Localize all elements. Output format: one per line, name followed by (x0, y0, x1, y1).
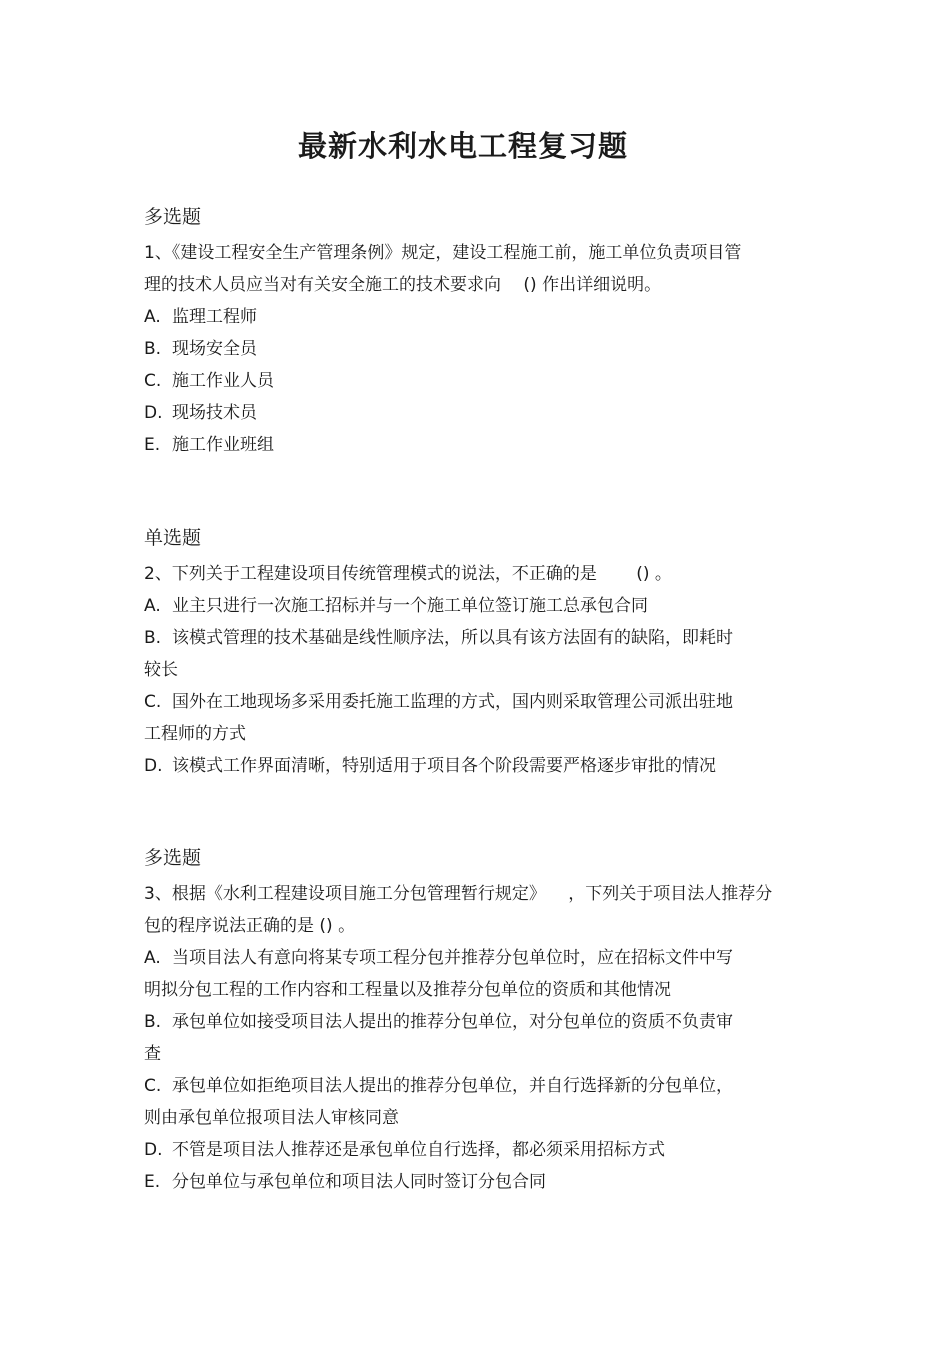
option-text: 监理工程师 (172, 307, 257, 327)
question-text-line: 理的技术人员应当对有关安全施工的技术要求向 () 作出详细说明。 (144, 275, 662, 295)
option-e (144, 430, 274, 455)
option-a (144, 591, 648, 616)
option-text: 施工作业人员 (172, 371, 274, 391)
option-letter: D. (144, 403, 163, 423)
option-d (144, 751, 716, 776)
question-text-line: 1、《建设工程安全生产管理条例》规定，建设工程施工前，施工单位负责项目管 (144, 243, 742, 263)
option-text: 现场技术员 (172, 403, 257, 423)
option-letter: C. (144, 1076, 162, 1096)
option-letter: A. (144, 307, 161, 327)
option-a (144, 302, 257, 327)
option-c (144, 366, 274, 391)
option-c-continued: 工程师的方式 (144, 724, 246, 744)
option-text: 承包单位如拒绝项目法人提出的推荐分包单位，并自行选择新的分包单位， (172, 1076, 733, 1096)
question-type-heading: 单选题 (144, 527, 202, 549)
option-b (144, 1007, 733, 1032)
option-letter: B. (144, 628, 162, 648)
option-a (144, 943, 733, 968)
option-b-continued: 较长 (144, 660, 178, 680)
page-title: 最新水利水电工程复习题 (297, 129, 628, 163)
option-text: 分包单位与承包单位和项目法人同时签订分包合同 (172, 1172, 546, 1192)
option-b (144, 623, 733, 648)
option-letter: E. (144, 1172, 161, 1192)
question-type-heading: 多选题 (144, 847, 202, 869)
option-d (144, 1135, 665, 1160)
option-letter: C. (144, 371, 162, 391)
question-type-heading: 多选题 (144, 206, 202, 228)
question-text-line: 包的程序说法正确的是 () 。 (144, 916, 356, 936)
option-text: 国外在工地现场多采用委托施工监理的方式，国内则采取管理公司派出驻地 (172, 692, 733, 712)
option-text: 承包单位如接受项目法人提出的推荐分包单位，对分包单位的资质不负责审 (172, 1012, 733, 1032)
option-b-continued: 查 (144, 1044, 161, 1064)
option-text: 当项目法人有意向将某专项工程分包并推荐分包单位时，应在招标文件中写 (172, 948, 733, 968)
option-letter: E. (144, 435, 161, 455)
option-letter: D. (144, 756, 163, 776)
option-letter: D. (144, 1140, 163, 1160)
option-c (144, 687, 733, 712)
question-text-line: 3、根据《水利工程建设项目施工分包管理暂行规定》 ，下列关于项目法人推荐分 (144, 884, 773, 904)
option-c (144, 1071, 733, 1096)
option-text: 施工作业班组 (172, 435, 274, 455)
option-letter: B. (144, 339, 162, 359)
option-b (144, 334, 257, 359)
option-c-continued: 则由承包单位报项目法人审核同意 (144, 1108, 399, 1128)
option-letter: A. (144, 948, 161, 968)
option-text: 不管是项目法人推荐还是承包单位自行选择，都必须采用招标方式 (172, 1140, 665, 1160)
option-a-continued: 明拟分包工程的工作内容和工程量以及推荐分包单位的资质和其他情况 (144, 980, 671, 1000)
option-letter: A. (144, 596, 161, 616)
option-e (144, 1167, 546, 1192)
option-text: 业主只进行一次施工招标并与一个施工单位签订施工总承包合同 (172, 596, 648, 616)
question-text-line: 2、下列关于工程建设项目传统管理模式的说法，不正确的是 () 。 (144, 564, 672, 584)
option-letter: B. (144, 1012, 162, 1032)
option-text: 现场安全员 (172, 339, 257, 359)
option-d (144, 398, 257, 423)
option-text: 该模式管理的技术基础是线性顺序法，所以具有该方法固有的缺陷，即耗时 (172, 628, 733, 648)
option-text: 该模式工作界面清晰，特别适用于项目各个阶段需要严格逐步审批的情况 (172, 756, 716, 776)
option-letter: C. (144, 692, 162, 712)
